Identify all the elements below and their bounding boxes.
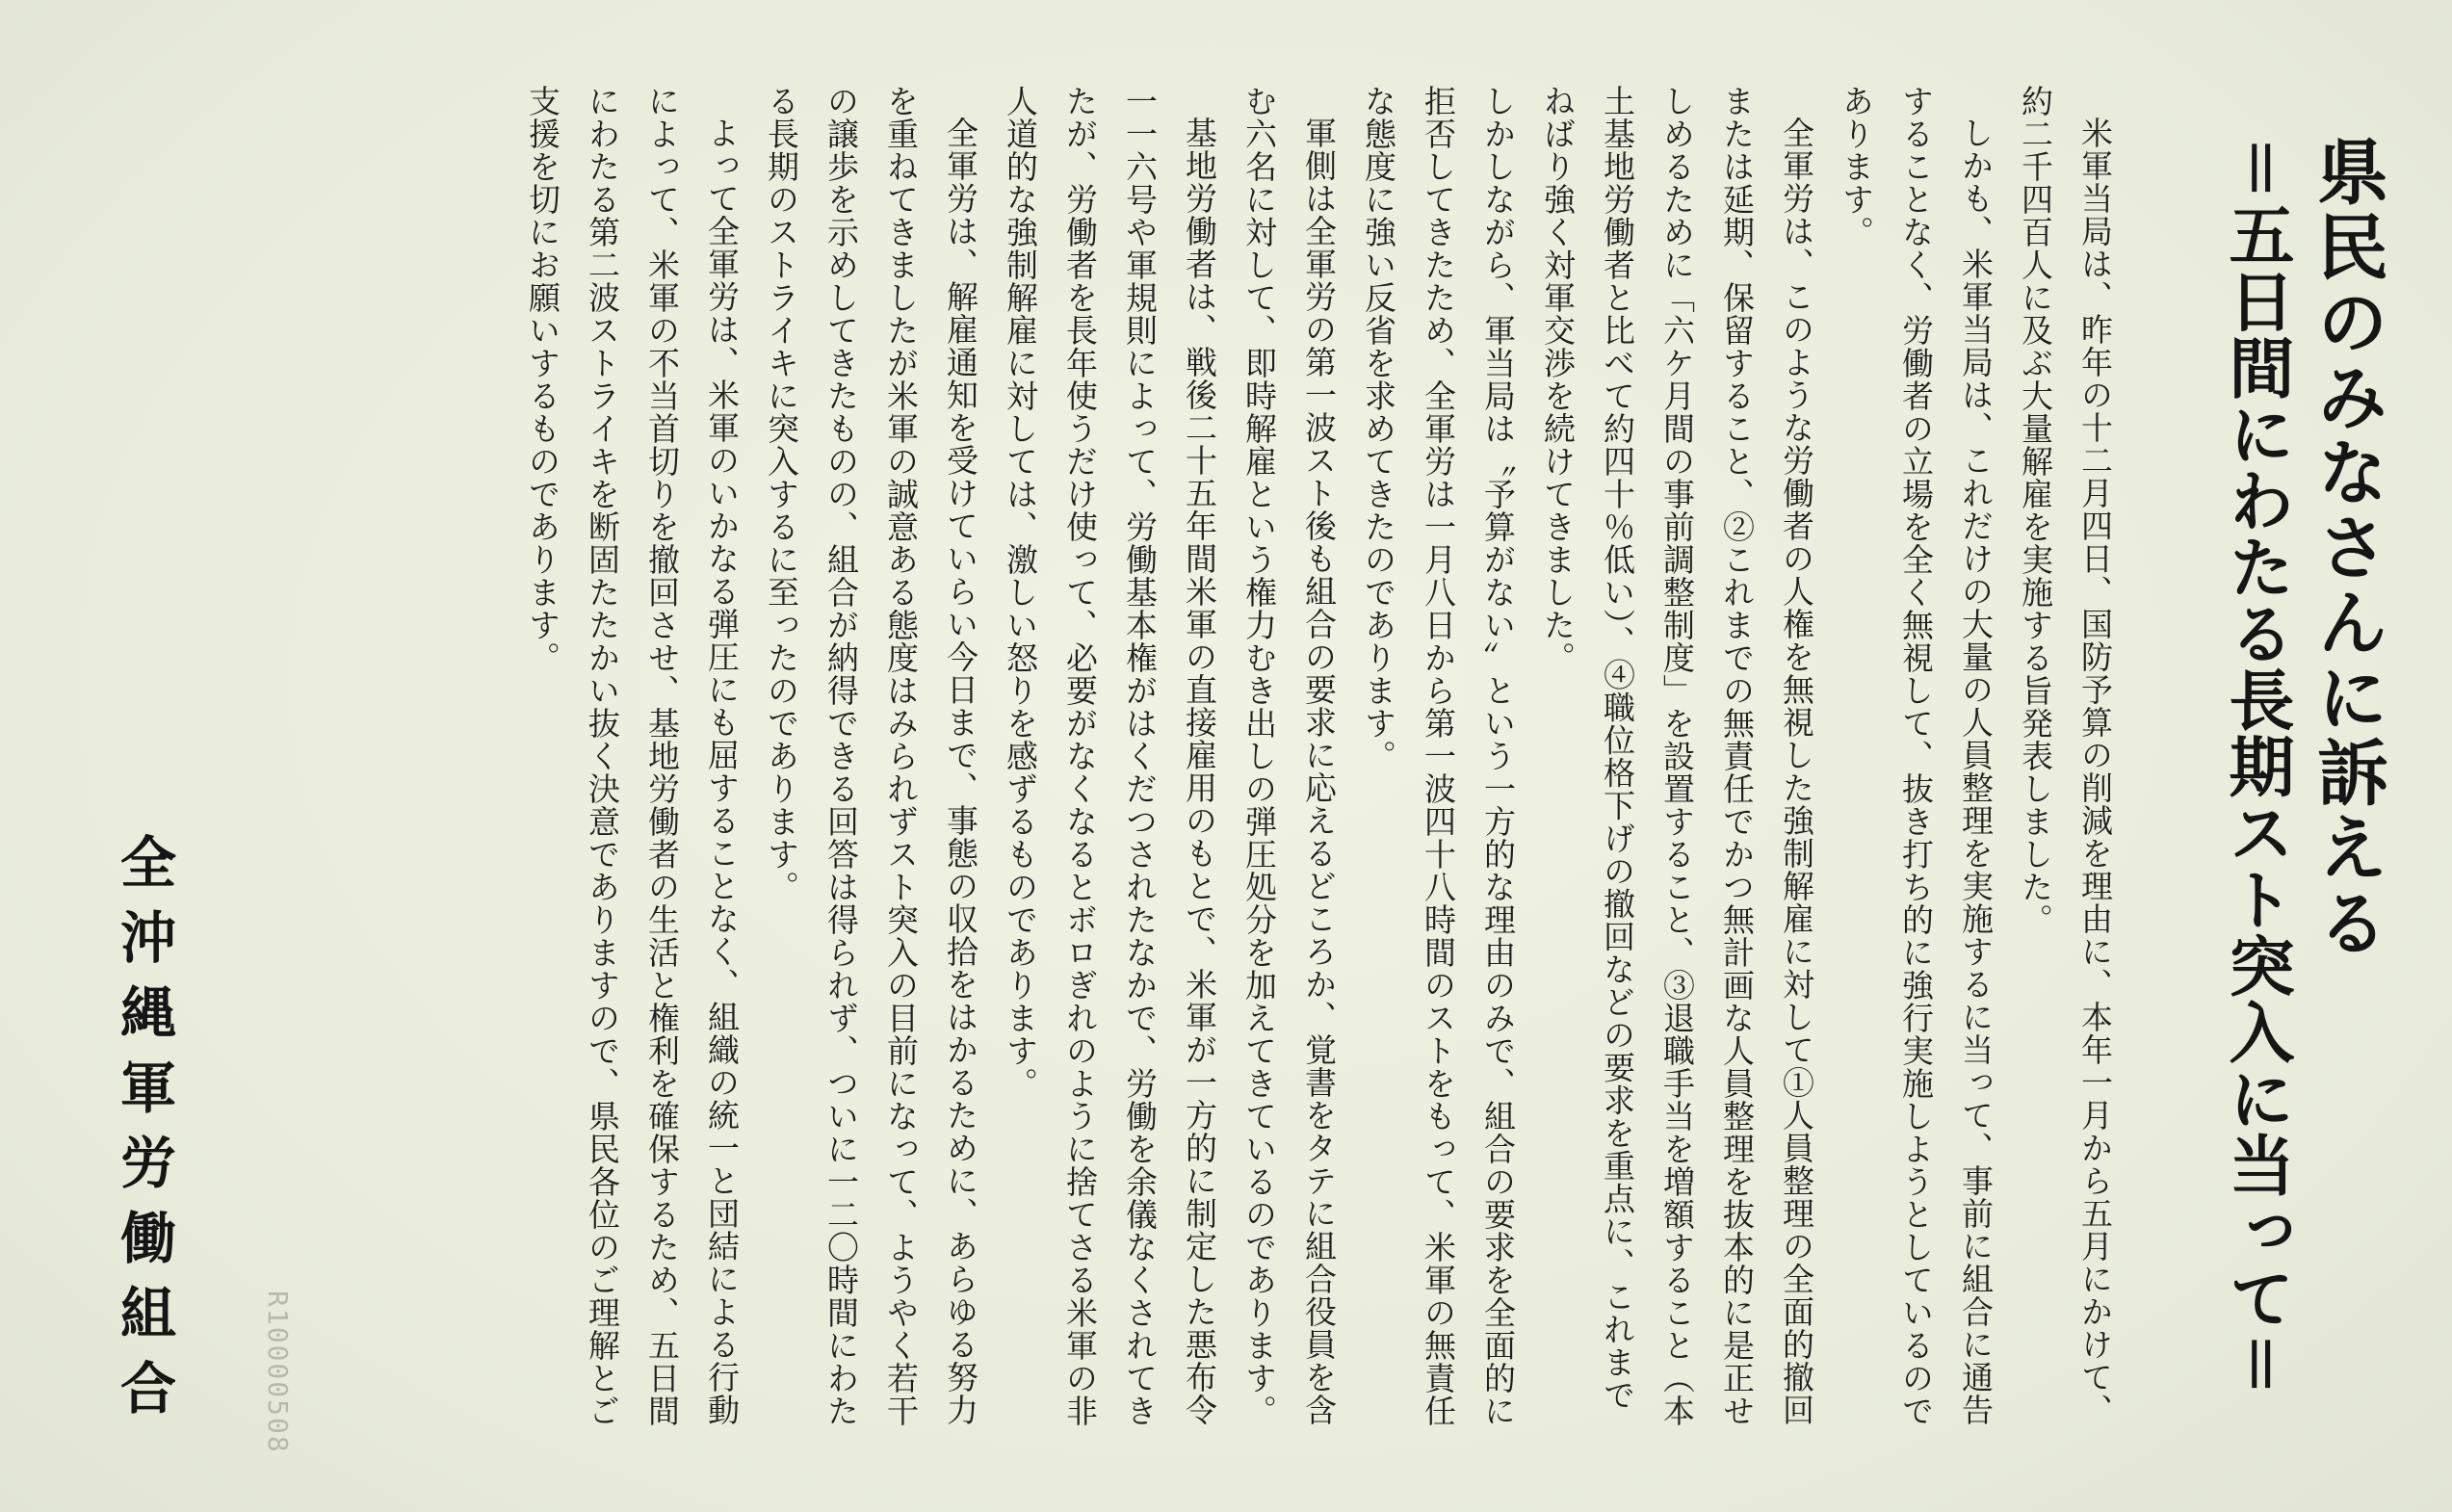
body-paragraph-6: 基地労働者は、戦後二十五年間米軍の直接雇用のもとで、米軍が一方的に制定した悪布令一一六号や軍規則によって、労働基本権がはくだつされたなかで、労働を余儀なくされてきたが、労働者を長年使うだけ使って、必要がなくなるとボロぎれのように捨てさる米軍の非人道的な強制解雇に対しては、激しい怒りを感ずるものであります。: [1002, 85, 1218, 1427]
body-paragraph-5: 軍側は全軍労の第一波スト後も組合の要求に応えるどころか、覚書をタテに組合役員を含む六名に対して、即時解雇という権力むき出しの弾圧処分を加えてきているのであります。: [1240, 85, 1338, 1427]
body-paragraph-4: しかしながら、軍当局は〝予算がない〟という一方的な理由のみで、組合の要求を全面的に拒否してきたため、全軍労は一月八日から第一波四十八時間のストをもって、米軍の無責任な態度に強い反省を求めてきたのであります。: [1360, 85, 1517, 1427]
body-paragraph-2: しかも、米軍当局は、これだけの大量の人員整理を実施するに当って、事前に組合に通告することなく、労働者の立場を全く無視して、抜き打ち的に強行実施しようとしているのであります。: [1838, 85, 1995, 1427]
leaflet-body: [198, 85, 2125, 1433]
archive-stamp: R10000508: [262, 1290, 294, 1454]
leaflet-title: 県民のみなさんに訴える: [2306, 135, 2388, 961]
leaflet-subtitle: ＝五日間にわたる長期スト突入に当って＝: [2218, 135, 2294, 1397]
body-paragraph-1: 米軍当局は、昨年の十二月四日、国防予算の削減を理由に、本年一月から五月にかけて、約二千四百人に及ぶ大量解雇を実施する旨発表しました。: [2017, 85, 2114, 1426]
body-paragraph-7: 全軍労は、解雇通知を受けていらい今日まで、事態の収拾をはかるために、あらゆる努力を重ねてきましたが米軍の誠意ある態度はみられずスト突入の目前になって、ようやく若干の譲歩を示めしてきたものの、組合が納得できる回答は得られず、ついに一二〇時間にわたる長期のストライキに突入するに至ったのであります。: [763, 85, 979, 1427]
body-paragraph-3: 全軍労は、このような労働者の人権を無視した強制解雇に対して①人員整理の全面的撤回または延期、保留すること、②これまでの無責任でかつ無計画な人員整理を抜本的に是正せしめるために「六ケ月間の事前調整制度」を設置すること、③退職手当を増額すること（本土基地労働者と比べて約四十％低い）、④職位格下げの撤回などの要求を重点に、これまでねばり強く対軍交渉を続けてきました。: [1539, 85, 1815, 1427]
union-signature: 全沖縄軍労働組合: [111, 833, 176, 1434]
body-paragraph-8: よって全軍労は、米軍のいかなる弾圧にも屈することなく、組織の統一と団結による行動によって、米軍の不当首切りを撤回させ、基地労働者の生活と権利を確保するため、五日間にわたる第二波ストライキを断固たたかい抜く決意でありますので、県民各位のご理解とご支援を切にお願いするものであります。: [524, 85, 741, 1427]
